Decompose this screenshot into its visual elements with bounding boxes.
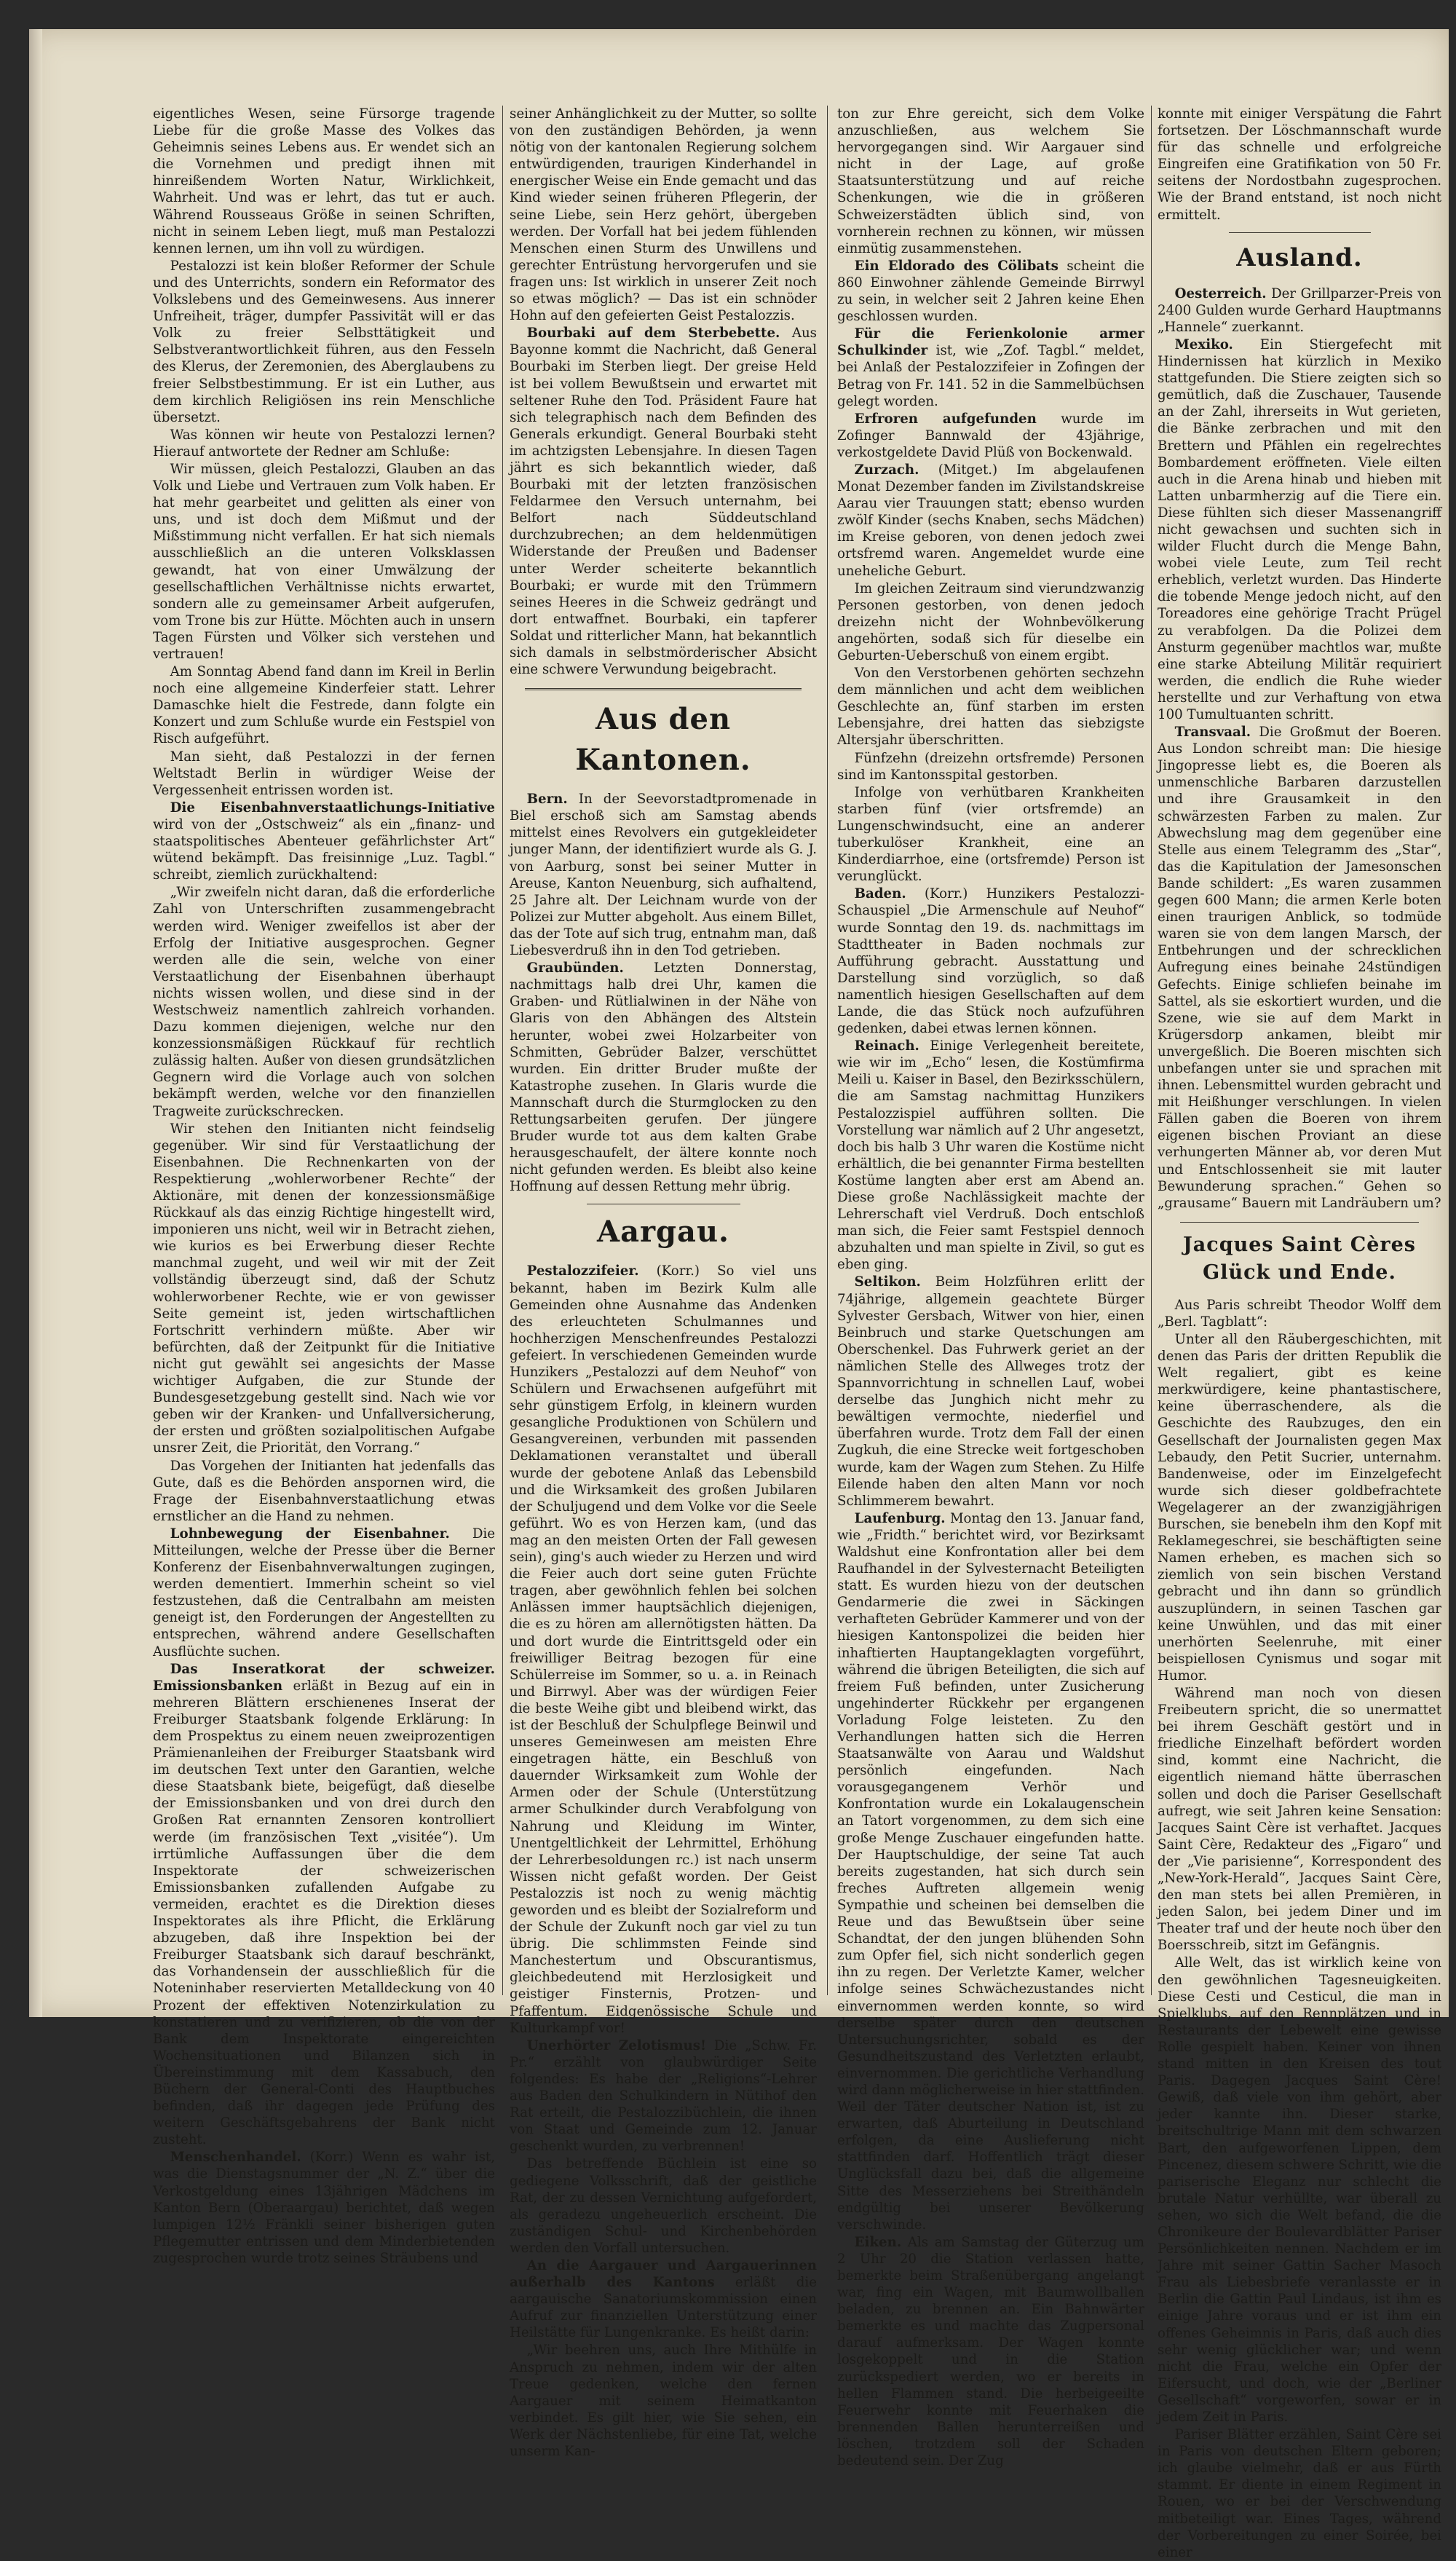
article-keyword: Für die Ferienkolonie armer Schulkinder: [837, 326, 1144, 359]
paragraph: Das Vorgehen der Initianten hat jedenfalls das Gute, daß es die Behörden anspornen wird, die Frage der Eisenbahnverstaatlichung etwas ernstlicher an die Hand zu nehmen.: [153, 1458, 495, 1524]
article-keyword: Graubünden.: [526, 960, 624, 976]
paragraph: Infolge von verhütbaren Krankheiten starben fünf (vier ortsfremde) an Lungenschwindsucht, eine an anderer tuberkulöser Krankheit, eine an Kinderdiarrhoe, eine (ortsfremde) Person ist verunglückt.: [837, 784, 1144, 885]
section-heading: Aus den Kantonen.: [575, 702, 751, 778]
section-divider: [1229, 232, 1371, 233]
column-4: [1158, 106, 1441, 2560]
article-body: scheint die 860 Einwohner zählende Gemeinde Birrwyl zu sein, in welcher seit 2 Jahren keine Ehen geschlossen wurden.: [837, 258, 1144, 325]
paragraph: [1158, 724, 1441, 1212]
article-keyword: Bourbaki auf dem Sterbebette.: [526, 325, 780, 342]
article-body: wird von der „Ostschweiz“ als ein „finanz- und staatspolitisches Abenteuer gefährlichster Art“ wütend bekämpft. Das freisinnige „Luz. Tagbl.“ schreibt, ziemlich zurückhaltend:: [153, 816, 495, 883]
article-keyword: Erfroren aufgefunden: [854, 411, 1037, 427]
paragraph: [153, 2149, 495, 2267]
column-rule: [827, 106, 828, 1995]
column-3: [837, 106, 1144, 2469]
article-keyword: Unerhörter Zelotismus!: [526, 2037, 706, 2053]
paragraph: Pestalozzi ist kein bloßer Reformer der Schule und des Unterrichts, sondern ein Reformator des Volkslebens und des Gemeinwesens. Aus innerer Unfreiheit, träger, dumpfer Passivität will er das Volk zu freier Selbsttätigkeit und Selbstverantwortlichkeit führen, aus den Fesseln des Klerus, der Zeremonien, des Aberglaubens zu freier Selbstbestimmung. Er ist ein Luther, aus dem kirchlich Religiösen ins rein Menschliche übersetzt.: [153, 258, 495, 425]
paragraph: Von den Verstorbenen gehörten sechzehn dem männlichen und acht dem weiblichen Geschlechte an, fünf starben im ersten Lebensjahre, drei hatten das siebzigste Altersjahr überschritten.: [837, 666, 1144, 749]
article-body: Beim Holzführen erlitt der 74jährige, allgemein geachtete Bürger Sylvester Gersbach, Witwer von hier, einen Beinbruch und starke Quetschungen am Oberschenkel. Das Fuhrwerk geriet an der nämlichen Stelle des Allweges trotz der Spannvorrichtung in schnellen Lauf, wobei derselbe das Junghich nicht mehr zu bewältigen vermochte, niederfiel und überfahren wurde. Trotz dem Fall der einen Zugkuh, die eine Strecke weit fortgeschoben wurde, kam der Wagen zum Stehen. Zu Hilfe Eilende haben den alten Mann vor noch Schlimmerem bewahrt.: [837, 1274, 1144, 1509]
paragraph: Unter all den Räubergeschichten, mit denen das Paris der dritten Republik die Welt regaliert, gibt es keine merkwürdigere, keine phantastischere, keine überraschendere, als die Geschichte des Raubzuges, den ein Gesellschaft der Journalisten gegen Max Lebaudy, den Petit Sucrier, unternahm. Bandenweise, oder im Einzelgefecht wurde sich dieser goldbefrachtete Wegelagerer an der zwanzigjährigen Burschen, sie benebeln ihm den Kopf mit Reklamegeschrei, sie beschäftigten seine Namen erheben, es machen sich so ziemlich von sein bischen Verstand gebracht und ihn dann so gründlich auszuplündern, in seinen Taschen gar keine Unwühlen, und das mit einer unerhörten Seelenruhe, mit einer beispiellosen Cynismus und sogar mit Humor.: [1158, 1332, 1441, 1684]
paragraph: Wir stehen den Initianten nicht feindselig gegenüber. Wir sind für Verstaatlichung der Eisenbahnen. Die Rechnenkarten von der Respektierung „wohlerworbener Rechte“ der Aktionäre, mit denen der konzessionsmäßige Rückkauf als das einzig Richtige hingestellt wird, imponieren uns nicht, weil wir in Betracht ziehen, wie kurios es bei Erwerbung dieser Rechte manchmal zugeht, und weil wir mit der Zeit vollständig überzeugt sind, daß der Schutz wohlerworbener Rechte, wie er von gewisser Seite gemeint ist, jeden wirtschaftlichen Fortschritt verhindern müßte. Aber wir befürchten, daß der Zeitpunkt für die Initiative nicht gut gewählt sei angesichts der Masse wichtiger Aufgaben, die zur Stunde der Bundesgesetzgebung gestellt sind. Nach wie vor geben wir der Kranken- und Unfallversicherung, der ersten und größten sozialpolitischen Aufgabe unsrer Zeit, die Priorität, den Vorrang.“: [153, 1121, 495, 1456]
paragraph: [1158, 336, 1441, 723]
article-body: Als am Samstag der Güterzug um 2 Uhr 20 die Station verlassen hatte, bemerkte beim Straßenübergang angelangt war, fing ein Wagen, mit Baumwollballen beladen, zu brennen an. Ein Bahnwärter bemerkte es und machte das Zugpersonal darauf aufmerksam. Der Wagen konnte losgekoppelt und in die Station zurückspediert werden, wo er bereits in hellen Flammen stand. Die herbeigeeilte Feuerwehr konnte mit Feuerhaken die brennenden Ballen herunterreißen und löschen, trotzdem soll der Schaden bedeutend sein. Der Zug: [837, 2234, 1144, 2469]
article-keyword: Eiken.: [854, 2234, 902, 2250]
paragraph: [510, 2257, 817, 2341]
article-keyword: Pestalozzifeier.: [526, 1263, 639, 1279]
column-rule: [502, 106, 503, 1995]
article-keyword: Menschenhandel.: [170, 2150, 301, 2166]
article-keyword: Ein Eldorado des Cölibats: [854, 258, 1059, 274]
paragraph: [510, 325, 817, 678]
article-body: erläßt in Bezug auf ein in mehreren Blättern erschienenes Inserat der Freiburger Staatsbank folgende Erklärung: In dem Prospektus zu einem neuen zweiprozentigen Prämienanleihen der Freiburger Staatsbank wird im deutschen Text unter den Garantien, welche diese Staatsbank biete, beigefügt, daß dieselbe der Emissionsbanken und von drei durch den Großen Rat ernannten Zensoren kontrolliert werde (im französischen Text „visitée“). Um irrtümliche Auffassungen über die dem Inspektorate der schweizerischen Emissionsbanken zufallenden Aufgabe zu vermeiden, erachtet es die Direktion dieses Inspektorates als ihre Pflicht, die Erklärung abzugeben, daß ihre Inspektion bei der Freiburger Staatsbank sich darauf beschränkt, das Vorhandensein der ausschließlich für die Noteninhaber reservierten Metalldeckung von 40 Prozent der effektiven Notenzirkulation zu konstatieren und zu verifizieren, ob die von der Bank dem Inspektorate eingereichten Wochensituationen und Bilanzen sich in Übereinstimmung mit dem Kassabuch, den Büchern der General-Conti des Hauptbuches befinden, daß ihr dagegen jede Prüfung des weitern Geschäftsgebahrens der Bank nicht zusteht.: [153, 1678, 495, 2148]
article-body: Der Grillparzer-Preis von 2400 Gulden wurde Gerhard Hauptmanns „Hannele“ zuerkannt.: [1158, 285, 1441, 335]
paragraph: [837, 1038, 1144, 1273]
paragraph: Wir müssen, gleich Pestalozzi, Glauben an das Volk und Liebe und Vertrauen zum Volk haben. Er hat mehr gearbeitet und gelitten als einer von uns, und ist doch dem Mißmut und der Mißstimmung nicht verfallen. Er hat sich niemals ausschließlich an die unteren Volksklassen gewandt, hat von einer Umwälzung der gesellschaftlichen Verhältnisse nichts erwartet, sondern alle zu gemeinsamer Arbeit aufgerufen, vom Trone bis zur Hütte. Möchten auch in unsern Tagen Fürsten und Völker sich verstehen und vertrauen!: [153, 461, 495, 662]
paragraph: Pariser Blätter erzählen, Saint Cère sei in Paris von deutschen Eltern geboren; ich glaube vielmehr, daß er aus Fürth stammt. Er diente in einem Regiment in Rouen, wo er bei der Verschwendung mitbeteiligt war. Eines Tages, während der Vorbereitungen zu einer Soirée, bei einer: [1158, 2427, 1441, 2560]
article-keyword: Die Eisenbahnverstaatlichungs-Initiative: [170, 800, 495, 816]
column-2: [510, 106, 818, 2459]
paragraph: [153, 1526, 495, 1660]
article-keyword: Seltikon.: [854, 1274, 921, 1290]
article-keyword: Zurzach.: [854, 462, 919, 478]
paragraph: [837, 1510, 1144, 2233]
column-1: [153, 106, 495, 2266]
article-body: Letzten Donnerstag, nachmittags halb drei Uhr, kamen die Graben- und Rütlialwinen in der Nähe von Glaris von den Abhängen des Altstein herunter, wobei zwei Holzarbeiter von Schmitten, Gebrüder Balzer, verschüttet wurden. Ein dritter Bruder mußte der Katastrophe zusehen. In Glaris wurde die Mannschaft durch die Sturmglocken zu den Rettungsarbeiten gerufen. Der jüngere Bruder wurde tot aus dem kalten Grabe herausgeschaufelt, der ältere konnte noch nicht gefunden werden. Es bleibt also keine Hoffnung auf dessen Rettung mehr übrig.: [510, 960, 817, 1195]
article-body: In der Seevorstadtpromenade in Biel erschoß sich am Samstag abends mittelst eines Revolvers ein gutgekleideter junger Mann, der identifiziert wurde als G. J. von Aarburg, sonst bei seiner Mutter in Areuse, Kanton Neuenburg, sich aufhaltend, 25 Jahre alt. Der Leichnam wurde von der Polizei zur Mutter abgeholt. Aus einem Billet, das der Tote auf sich trug, entnahm man, daß Liebesverdruß ihn in den Tod getrieben.: [510, 792, 817, 959]
article-body: Aus Bayonne kommt die Nachricht, daß General Bourbaki im Sterben liegt. Der greise Held ist bei vollem Bewußtsein und erwartet mit seltener Ruhe den Tod. Präsident Faure hat sich telegraphisch nach dem Befinden des Generals erkundigt. General Bourbaki steht im achtzigsten Lebensjahre. In diesen Tagen jährt es sich bekanntlich wieder, daß Bourbaki mit der letzten französischen Feldarmee den Versuch unternahm, bei Belfort nach Süddeutschland durchzubrechen; an dem heldenmütigen Widerstande der Preußen und Badenser unter Werder scheiterte bekanntlich Bourbaki; er wurde mit den Trümmern seines Heeres in die Schweiz gedrängt und dort entwaffnet. Bourbaki, ein tapferer Soldat und ritterlicher Mann, hat bekanntlich sich damals in selbstmörderischer Absicht eine schwere Verwundung beigebracht.: [510, 325, 818, 678]
paragraph: [510, 1263, 817, 2036]
paragraph: [837, 2234, 1144, 2469]
paragraph: Alle Welt, das ist wirklich keine von den gewöhnlichen Tagesneuigkeiten. Diese Cesti und Cesticul, die man in Spielklubs, auf den Rennplätzen und in Restaurants der Lebewelt eine gewisse Rolle gespielt haben. Keiner von ihnen stand mitten in den Kreisen des tout Paris. Dagegen Jacques Saint Cère! Gewiß, daß viele von ihm gehört, aber jeder kannte ihn. Dieser starke, breitschultrige Mann mit dem schwarzen Bart, den aufgeworfenen Lippen, dem Pincenez, diesem schwere Schritt, wie die pariserische Eleganz nur schlecht die brutale Natur verhüllte, war überall zu sehen, wo sich die Welt befand, die die Chronikeure der Boulevardblätter Pariser Persönlichkeiten nennen. Nachdem er im Jahre mit seiner Gattin Sacher Masoch Frau als Liebesbriefe veranlasste er in Berlin die Gattin Paul Lindaus, ist ihm es einige Jahre voraus und er ist ihm ein offenes Geheimnis in Paris, daß auch dies sehr wenig glücklicher war; und wenn nicht die Frau, welche ein Opfer der Eifersucht, und doch, wie der „Berliner Gesellschaft“ vorgeworfen, sowar er in jedem Zeit in Paris.: [1158, 1955, 1441, 2425]
article-body: (Korr.) So viel uns bekannt, haben im Bezirk Kulm alle Gemeinden ohne Ausnahme das Andenken des erleuchteten Schulmannes und hochherzigen Menschenfreundes Pestalozzi gefeiert. In verschiedenen Gemeinden wurde Hunzikers „Pestalozzi auf dem Neuhof“ von Schülern und Erwachsenen aufgeführt mit sehr günstigem Erfolg, in kleinern wurden gesangliche Produktionen von Schülern und Gesangvereinen, verbunden mit passenden Deklamationen veranstaltet und überall wurde der gebotene Anlaß das Lebensbild und die Wirksamkeit des großen Jubilaren der Schuljugend und dem Volke vor die Seele geführt. Wo es von Herzen kam, (und das mag an den meisten Orten der Fall gewesen sein), ging's auch wieder zu Herzen und wird die Feier auch dort seine guten Früchte tragen, aber gewöhnlich fehlen bei solchen Anlässen immer hauptsächlich diejenigen, die es zu hören am allernötigsten hätten. Da und dort wurde die Eintrittsgeld oder ein freiwilliger Beitrag bezogen für eine Schülerreise im Sommer, so u. a. in Reinach und Birrwyl. Aber was der würdigen Feier die beste Weihe gibt und bleibend wirkt, das ist der Beschluß der Schulpflege Beinwil und unseres Gemeinwesen am meisten Ehre eingetragen hätte, ein Beschluß von dauernder Wirksamkeit zum Wohle der Armen oder der Schule (Unterstützung armer Schulkinder durch Verabfolgung von Nahrung und Kleidung im Winter, Unentgeltlichkeit der Lehrmittel, Erhöhung der Lehrerbesoldungen rc.) ist nach unserm Wissen nicht gefaßt worden. Der Geist Pestalozzis ist noch zu wenig mächtig geworden und es bleibt der Sozialreform und der Schule der Zukunft noch gar viel zu tun übrig. Die schlimmsten Feinde sind Manchestertum und Obscurantismus, gleichbedeutend mit Herzlosigkeit und geistiger Finsternis, Protzen- und Pfaffentum. Eidgenössische Schule und Kulturkampf vor!: [510, 1263, 817, 2036]
article-keyword: Mexiko.: [1174, 336, 1233, 352]
article-keyword: Baden.: [854, 886, 906, 902]
paragraph: [510, 2037, 817, 2155]
paragraph: [153, 1661, 495, 2149]
article-keyword: Bern.: [526, 792, 568, 808]
paragraph: Man sieht, daß Pestalozzi in der fernen Weltstadt Berlin in würdiger Weise der Vergessenheit entrissen worden ist.: [153, 749, 495, 798]
paragraph: „Wir zweifeln nicht daran, daß die erforderliche Zahl von Unterschriften zusammengebracht werden wird. Weniger zweifellos ist aber der Erfolg der Initiative ausgesprochen. Gegner werden alle die sein, welche von einer Verstaatlichung der Eisenbahnen überhaupt nichts wissen wollen, und diese sind in der Westschweiz namentlich zahlreich vorhanden. Dazu kommen diejenigen, welche nur den konzessionsmäßigen Rückkauf für rechtlich zulässig halten. Außer von diesen grundsätzlichen Gegnern wird die Vorlage auch von solchen bekämpft werden, welche vor den finanziellen Tragweite zurückschrecken.: [153, 885, 495, 1119]
paragraph: [837, 411, 1144, 461]
article-keyword: Reinach.: [854, 1038, 919, 1054]
article-body: Montag den 13. Januar fand, wie „Fridth.“ berichtet wird, vor Bezirksamt Waldshut eine Konfrontation aller bei dem Raufhandel in der Sylvesternacht Beteiligten statt. Es wurden hiezu von der deutschen Gendarmerie die zwei in Säckingen verhafteten Gebrüder Kammerer und von der hiesigen Kantonspolizei die beiden hier inhaftierten Hauptangeklagten vorgeführt, während die übrigen Beteiligten, die sich auf freiem Fuß befinden, unter Zusicherung ungehinderter Rückkehr per ergangenen Vorladung Folge leisteten. Zu den Verhandlungen hatten sich die Herren Staatsanwälte von Aarau und Waldshut persönlich eingefunden. Nach vorausgegangenem Verhör und Konfrontation wurde ein Lokalaugenschein an Tatort vorgenommen, zu dem sich eine große Menge Zuschauer eingefunden hatte. Der Hauptschuldige, der seine Tat auch bereits zugestanden, hat sich durch sein freches Auftreten allgemein wenig Sympathie und scheinen bei demselben die Reue und das Bewußtsein über seine Schandtat, der den jungen blühenden Sohn zum Opfer fiel, sich nicht sonderlich gegen ihn zu regen. Der Verletzte Kamer, welcher infolge seines Schwächezustandes nicht einvernommen werden konnte, so wird derselbe später durch den deutschen Untersuchungsrichter, sobald es der Gesundheitszustand des Verletzten erlaubt, einvernommen. Die gerichtliche Verhandlung wird dann möglicherweise in hier stattfinden. Weil der Täter deutscher Nation ist, ist zu erwarten, daß Aburteilung in Deutschland erfolgen, da eine Auslieferung nicht stattfinden darf. Hoffentlich trägt dieser Unglücksfall dazu bei, daß die allgemeine Sitte des Messerziehens bei Streithändeln endgültig bei unserer Bevölkerung verschwinde.: [837, 1510, 1144, 2233]
section-divider: [1180, 1222, 1419, 1223]
paragraph: [837, 258, 1144, 325]
paragraph: [1158, 285, 1441, 336]
paragraph: [153, 800, 495, 883]
paragraph: [837, 462, 1144, 580]
article-body: Einige Verlegenheit bereitete, wie wir im „Echo“ lesen, die Kostümfirma Meili u. Kaiser in Basel, den Bezirksschülern, die am Samstag nachmittag Hunzikers Pestalozzispiel aufführen sollten. Die Vorstellung war nämlich auf 2 Uhr angesetzt, doch bis halb 3 Uhr waren die Kostüme nicht erhältlich, die bei genannter Firma bestellten Kostüme langten aber erst am Abend an. Diese große Nachlässigkeit machte der Lehrerschaft viel Verdruß. Doch entschloß man sich, die Feier samt Festspiel dennoch abzuhalten und man spielte in Zivil, so gut es eben ging.: [837, 1038, 1144, 1273]
section-divider: [525, 688, 802, 690]
paragraph: [510, 960, 817, 1195]
article-body: Ein Stiergefecht mit Hindernissen hat kürzlich in Mexiko stattgefunden. Die Stiere zeigten sich so gemütlich, daß die Zuschauer, Tausende an der Zahl, ihrerseits in Wut gerieten, die Bänke zerbrachen und mit den Brettern und Pfählen ein regelrechtes Bombardement eröffneten. Viele eilten auch in die Arena hinab und hieben mit Latten unbarmherzig auf die Tiere ein. Diese fühlten sich dieser Massenangriff nicht gewachsen und suchten sich in wilder Flucht durch die Menge Bahn, wobei viele Leute, zum Teil recht erheblich, verletzt wurden. Das Hinderte die tobende Menge jedoch nicht, auf den Toreadores eine gehörige Tracht Prügel zu verabfolgen. Da die Polizei dem Ansturm gegenüber machtlos war, mußte eine starke Abteilung Militär requiriert werden, die endlich die Ruhe wieder herstellte und zur Verhaftung von etwa 100 Tumultuanten schritt.: [1158, 336, 1441, 722]
paragraph: [837, 325, 1144, 409]
article-keyword: Oesterreich.: [1174, 285, 1267, 301]
paragraph: Das betreffende Büchlein ist eine so gediegene Volksschrift, daß der geistliche Rat, der zu dessen Vernichtung aufgefordert, als geradezu ungeheuerlich erscheint. Die zuständigen Schul- und Kirchenbehörden werden den Vorfall untersuchen.: [510, 2156, 817, 2256]
paragraph: Im gleichen Zeitraum sind vierundzwanzig Personen gestorben, von denen jedoch dreizehn nicht der Wohnbevölkerung angehörten, sodaß sich für dieselbe ein Geburten-Ueberschuß von einem ergibt.: [837, 580, 1144, 663]
article-body: Die Großmut der Boeren. Aus London schreibt man: Die hiesige Jingopresse liebt es, die Boeren als unmenschliche Barbaren darzustellen und ihre Grausamkeit in den schwärzesten Farben zu malen. Zur Abwechslung mag dem gegenüber eine Stelle aus einem Telegramm des „Star“, das die Kapitulation der Jamesonschen Bande schildert: „Es waren zusammen gegen 600 Mann; die armen Kerle boten einen traurigen Anblick, so todmüde waren sie von dem langen Marsch, der Entbehrungen und der schrecklichen Aufregung eines beinahe 24stündigen Gefechts. Einige schliefen beinahe im Sattel, als sie eskortiert wurden, und die Szene, wie sie auf dem Markt in Krügersdorp ankamen, bleibt mir unvergeßlich. Die Boeren mischten sich unbefangen unter sie und sprachen mit ihnen. Lebensmittel wurden gebracht und mit Heißhunger verschlungen. In vielen Fällen gaben die Boeren von ihrem eigenen bischen Proviant an diese verhungerten Männer ab, vor deren Mut und Entschlossenheit sie mit lauter Bewunderung sprachen.“ Gehen so „grausame“ Bauern mit Landräubern um?: [1158, 725, 1441, 1211]
article-keyword: Das Inseratkorat der schweizer. Emissionsbanken: [153, 1661, 495, 1694]
paragraph: „Wir beehren uns, auch Ihre Mithülfe in Anspruch zu nehmen, indem wir der alten Treue gedenken, welche den fernen Aargauer mit seinem Heimatkanton verbindet. Es gilt hier, wie Sie sehen, ein Werk der Nächstenliebe, für eine Tat, welche unserm Kan-: [510, 2343, 817, 2459]
article-body: (Korr.) Hunzikers Pestalozzi-Schauspiel „Die Armenschule auf Neuhof“ wurde Sonntag den 19. ds. nachmittags im Stadttheater in Baden nochmals zur Aufführung gebracht. Ausstattung und Darstellung sind vorzüglich, so daß namentlich hiesigen Gesellschaften auf dem Lande, die das Stück noch aufzuführen gedenken, dabei etwas lernen können.: [837, 886, 1144, 1037]
paragraph: Was können wir heute von Pestalozzi lernen? Hierauf antwortete der Redner am Schluße:: [153, 427, 495, 459]
paragraph: [510, 791, 817, 959]
paragraph: [837, 885, 1144, 1037]
article-keyword: Lohnbewegung der Eisenbahner.: [170, 1526, 450, 1542]
article-body: Die „Schw. Fr. Pr.“ erzählt von glaubwürdiger Seite folgendes: Es habe der „Religions“-Lehrer aus Baden den Schulkindern in Nütihof den Rat erteilt, die Pestalozzibüchlein, die ihnen von Staat und Gemeinde zum 12. Januar geschenkt wurden, zu verbrennen!: [510, 2037, 817, 2155]
paragraph: Während man noch von diesen Freibeutern spricht, die so unermattet bei ihrem Geschäft gestört und in friedliche Einzelhaft befördert worden sind, kommt eine Nachricht, die eigentlich niemand hätte überraschen sollen und doch die Pariser Gesellschaft aufregt, wie seit Jahren keine Sensation: Jacques Saint Cère ist verhaftet. Jacques Saint Cère, Redakteur des „Figaro“ und der „Vie parisienne“, Korrespondent des „New-York-Herald“, Jacques Saint Cère, den man stets bei allen Premièren, in jeden Salon, bei jedem Diner und im Theater traf und der heute noch über den Boersschreib, sitzt im Gefängnis.: [1158, 1685, 1441, 1954]
paragraph: eigentliches Wesen, seine Fürsorge tragende Liebe für die große Masse des Volkes das Geheimnis seines Lebens aus. Er wendet sich an die Vornehmen und predigt ihnen mit hinreißendem Worten Natur, Wirklichkeit, Wahrheit. Und was er lehrt, das tut er auch. Während Rousseaus Größe in seinen Schriften, nicht in seinem Leben liegt, muß man Pestalozzi kennen lernen, um ihn voll zu würdigen.: [153, 106, 495, 256]
paragraph: seiner Anhänglichkeit zu der Mutter, so sollte von den zuständigen Behörden, ja wenn nötig von der kantonalen Regierung solchem entwürdigenden, traurigen Kinderhandel in energischer Weise ein Ende gemacht und das Kind wieder seinen früheren Pflegerin, der seine Liebe, sein Herz gehört, übergeben werden. Der Vorfall hat bei jedem fühlenden Menschen einen Sturm des Unwillens und gerechter Entrüstung hervorgerufen und sie fragen uns: Ist wirklich in unserer Zeit noch so etwas möglich? — Das ist ein schnöder Hohn auf den gefeierten Geist Pestalozzis.: [510, 106, 817, 324]
article-keyword: An die Aargauer und Aargauerinnen außerhalb des Kantons: [510, 2257, 817, 2291]
paragraph: [837, 1274, 1144, 1509]
newspaper-page: [29, 29, 1449, 2560]
column-rule: [1151, 106, 1152, 1995]
article-body: Die Mitteilungen, welche der Presse über die Berner Konferenz der Eisenbahnverwaltungen zugingen, werden dementiert. Immerhin scheint so viel festzustehen, daß die Centralbahn am meisten geneigt ist, den Forderungen der Angestellten zu entsprechen, während andere Gesellschaften Ausflüchte suchen.: [153, 1526, 495, 1660]
paragraph: konnte mit einiger Verspätung die Fahrt fortsetzen. Der Löschmannschaft wurde für das schnelle und erfolgreiche Eingreifen eine Gratifikation von 50 Fr. seitens der Nordostbahn zugesprochen. Wie der Brand entstand, ist noch nicht ermittelt.: [1158, 106, 1441, 223]
section-heading: Jacques Saint Cères Glück und Ende.: [1182, 1233, 1417, 1284]
article-body: ist, wie „Zof. Tagbl.“ meldet, bei Anlaß der Pestalozzifeier in Zofingen der Betrag von Fr. 141. 52 in die Sammelbüchsen gelegt worden.: [837, 343, 1144, 409]
section-heading: Aargau.: [597, 1215, 729, 1250]
article-keyword: Laufenburg.: [854, 1510, 946, 1526]
paragraph: Fünfzehn (dreizehn ortsfremde) Personen sind im Kantonsspital gestorben.: [837, 750, 1144, 783]
paragraph: Aus Paris schreibt Theodor Wolff dem „Berl. Tagblatt“:: [1158, 1297, 1441, 1330]
section-heading: Ausland.: [1236, 242, 1363, 272]
page-edge: [29, 29, 42, 2017]
article-body: (Mitget.) Im abgelaufenen Monat Dezember fanden im Zivilstandskreise Aarau vier Trauungen statt; ebenso wurden zwölf Kinder (sechs Knaben, sechs Mädchen) im Kreise geboren, von denen jedoch zwei ortsfremd waren. Angemeldet wurde eine uneheliche Geburt.: [837, 462, 1144, 579]
paragraph: ton zur Ehre gereicht, sich dem Volke anzuschließen, aus welchem Sie hervorgegangen sind. Wir Aargauer sind nicht in der Lage, auf große Staatsunterstützung und auf reiche Schenkungen, wie die in größeren Schweizerstädten üblich sind, von vornherein rechnen zu können, wir müssen einmütig zusammenstehen.: [837, 106, 1144, 256]
article-keyword: Transvaal.: [1174, 725, 1251, 741]
article-body: (Korr.) Wenn es wahr ist, was die Dienstagsnummer der „N. Z.“ über die Verkostgeldung eines 13jährigen Mädchens im Kanton Bern (Oberaargau) berichtet, daß wegen lumpigen 12½ Fränkli seiner bisherigen guten Pflegemutter entrissen und dem Minderbietenden zugesprochen wurde trotz seines Sträubens und: [153, 2150, 495, 2266]
article-body: erläßt die aargauische Sanatoriumskommission einen Aufruf zur finanziellen Unterstützung einer Heilstätte für Lungenkranke. Es heißt darin:: [510, 2275, 817, 2341]
article-body: wurde im Zofinger Bannwald der 43jährige, verkostgeldete David Plüß von Bockenwald.: [837, 411, 1144, 460]
paragraph: Am Sonntag Abend fand dann im Kreil in Berlin noch eine allgemeine Kinderfeier statt. Lehrer Damaschke hielt die Festrede, dann folgte ein Konzert und zum Schluße wurde ein Festspiel von Risch aufgeführt.: [153, 664, 495, 747]
